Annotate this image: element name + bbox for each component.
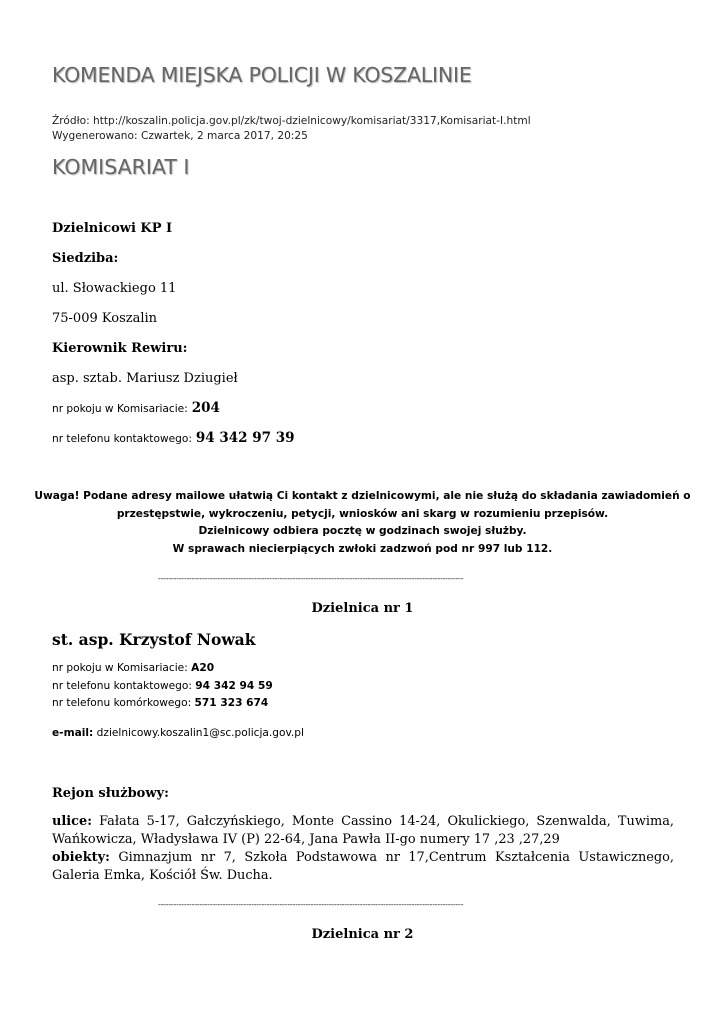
source-url[interactable]: http://koszalin.policja.gov.pl/zk/twoj-dzielnicowy/komisariat/3317,Komisariat-I.html bbox=[93, 115, 531, 127]
notice-line-2: przestępstwie, wykroczeniu, petycji, wniosków ani skarg w rozumieniu przepisów. bbox=[116, 507, 609, 520]
district-1-email-value[interactable]: dzielnicowy.koszalin1@sc.policja.gov.pl bbox=[96, 727, 304, 739]
seat-street: ul. Słowackiego 11 bbox=[52, 281, 177, 296]
head-name: asp. sztab. Mariusz Dziugieł bbox=[52, 371, 238, 386]
district-1-objects bbox=[52, 849, 674, 885]
district-1-email-label: e-mail: bbox=[52, 727, 94, 739]
section-title: KOMISARIAT I bbox=[52, 155, 190, 179]
district-1-mobile-line bbox=[52, 697, 268, 709]
district-1-room-value: A20 bbox=[191, 662, 215, 674]
page-title: KOMENDA MIEJSKA POLICJI W KOSZALINIE bbox=[52, 63, 472, 87]
station-room-line bbox=[52, 399, 220, 417]
station-room-value: 204 bbox=[191, 400, 220, 416]
generated-label: Wygenerowano: bbox=[52, 130, 138, 142]
station-phone-label: nr telefonu kontaktowego: bbox=[52, 433, 192, 445]
notice-line-4: W sprawach niecierpiących zwłoki zadzwoń pod nr 997 lub 112. bbox=[172, 542, 553, 555]
district-1-room-label: nr pokoju w Komisariacie: bbox=[52, 662, 188, 674]
notice-line-3: Dzielnicowy odbiera pocztę w godzinach swojej służby. bbox=[198, 525, 527, 537]
divider-2: ---------------------------------------------------------------------------------------------------------------------- bbox=[158, 900, 464, 909]
district-1-email-line bbox=[52, 727, 304, 739]
district-1-officer: st. asp. Krzystof Nowak bbox=[52, 630, 256, 649]
district-1-objects-label: obiekty: bbox=[52, 850, 110, 865]
district-1-streets bbox=[52, 813, 674, 849]
district-1-mobile-value: 571 323 674 bbox=[194, 697, 269, 709]
email-notice bbox=[0, 488, 725, 558]
district-1-objects-value: Gimnazjum nr 7, Szkoła Podstawowa nr 17,Centrum Kształcenia Ustawicznego, Galeria Emka, Kościół Św. Ducha. bbox=[52, 850, 674, 883]
district-1-title: Dzielnica nr 1 bbox=[311, 601, 414, 616]
district-1-phone-label: nr telefonu kontaktowego: bbox=[52, 680, 192, 692]
district-1-room-line bbox=[52, 662, 214, 674]
district-1-phone-line bbox=[52, 680, 273, 692]
station-phone-line bbox=[52, 429, 295, 447]
district-1-phone-value: 94 342 94 59 bbox=[195, 680, 273, 692]
station-phone-value: 94 342 97 39 bbox=[195, 430, 295, 446]
district-1-streets-value: Fałata 5-17, Gałczyńskiego, Monte Cassino 14-24, Okulickiego, Szenwalda, Tuwima, Wańkowicza, Władysława IV (P) 22-64, Jana Pawła II-go numery 17 ,23 ,27,29 bbox=[52, 814, 674, 847]
district-1-area-label: Rejon służbowy: bbox=[52, 786, 169, 801]
source-line bbox=[52, 115, 531, 127]
generated-line bbox=[52, 130, 308, 142]
district-2-title: Dzielnica nr 2 bbox=[311, 927, 414, 942]
district-1-mobile-label: nr telefonu komórkowego: bbox=[52, 697, 192, 709]
district-1-streets-label: ulice: bbox=[52, 814, 92, 829]
seat-city: 75-009 Koszalin bbox=[52, 311, 158, 326]
source-label: Źródło: bbox=[52, 115, 90, 127]
notice-line-1: Uwaga! Podane adresy mailowe ułatwią Ci kontakt z dzielnicowymi, ale nie służą do składania zawiadomień o bbox=[34, 490, 691, 502]
divider-1: ---------------------------------------------------------------------------------------------------------------------- bbox=[158, 574, 464, 583]
seat-label: Siedziba: bbox=[52, 251, 119, 266]
generated-date: Czwartek, 2 marca 2017, 20:25 bbox=[140, 130, 308, 142]
station-room-label: nr pokoju w Komisariacie: bbox=[52, 403, 188, 415]
head-label: Kierownik Rewiru: bbox=[52, 341, 188, 356]
unit-heading: Dzielnicowi KP I bbox=[52, 221, 173, 236]
